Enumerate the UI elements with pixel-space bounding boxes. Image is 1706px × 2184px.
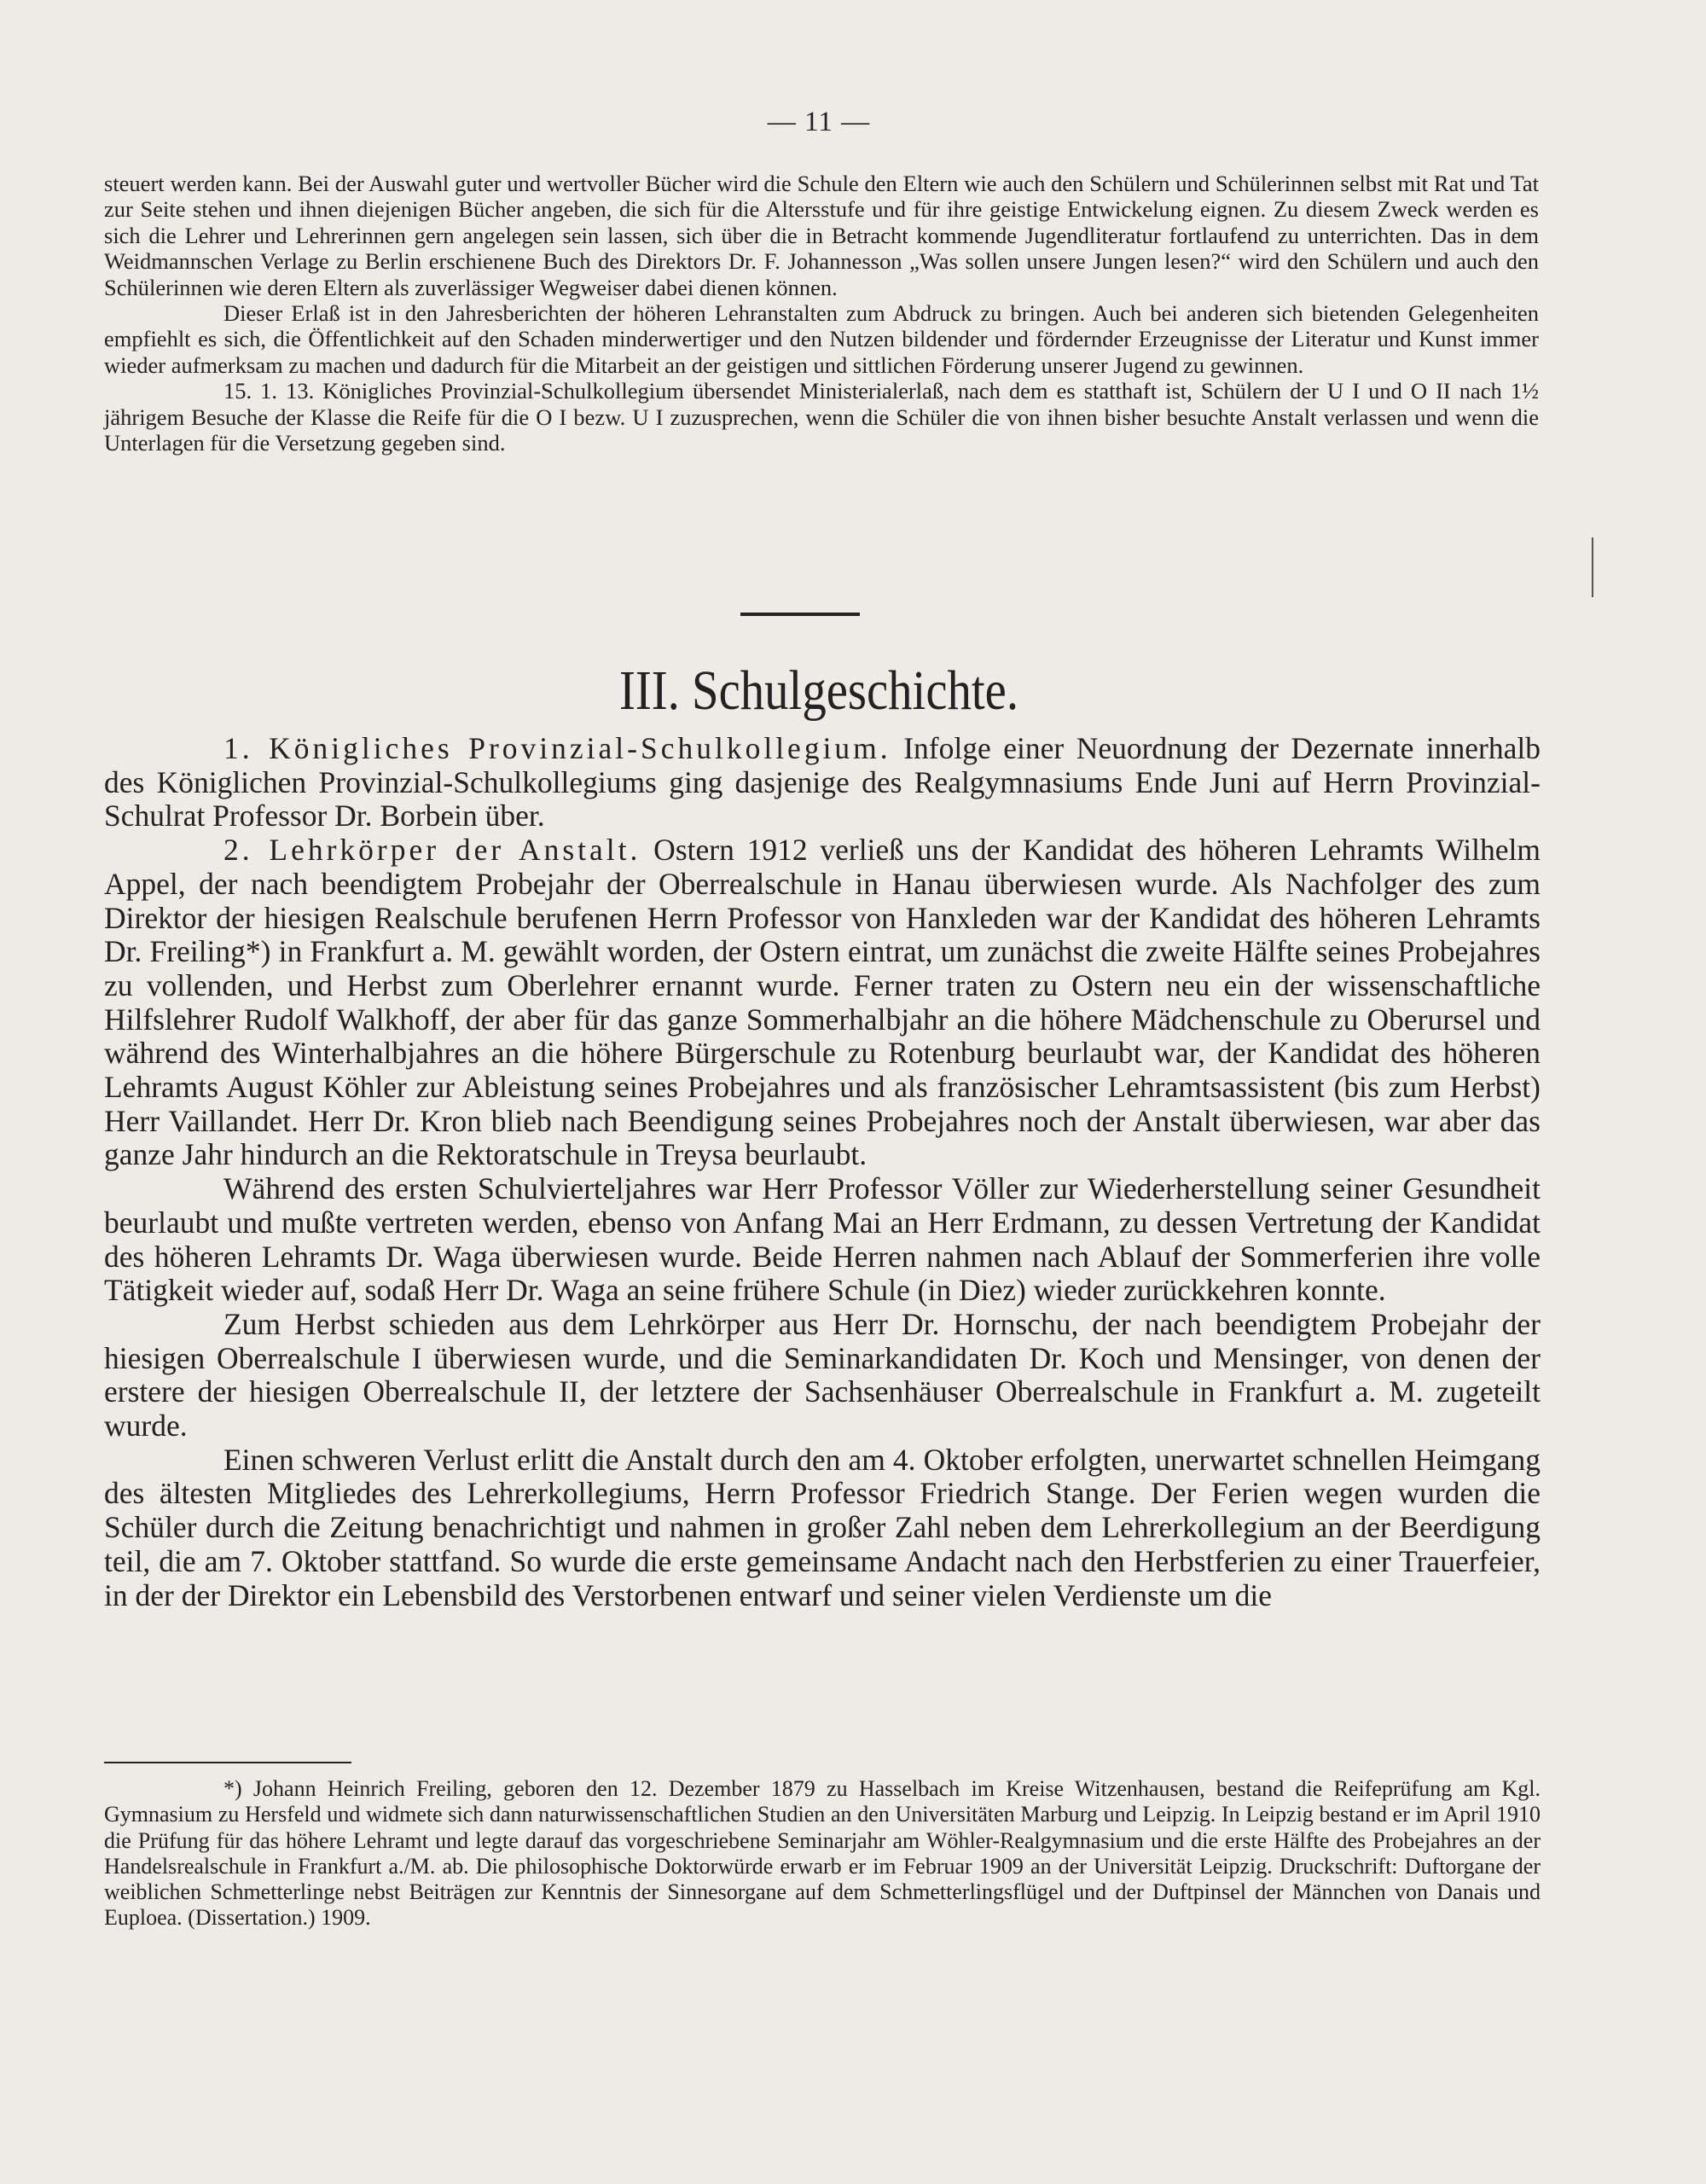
top-paragraph-2: Dieser Erlaß ist in den Jahresberichten der höheren Lehranstalten zum Abdruck zu bringen. Auch bei anderen sich bietenden Gelegenheiten empfiehlt es sich, die Öffentlichkeit auf den Schaden minderwertiger und den Nutzen bildender und fördernder Erzeugnisse der Literatur und Kunst immer wieder aufmerksam zu machen und dadurch für die Mitarbeit an der geistigen und sittlichen Förderung unserer Jugend zu gewinnen. bbox=[104, 300, 1539, 378]
footnote-text: *) Johann Heinrich Freiling, geboren den 12. Dezember 1879 zu Hasselbach im Kreise Witzenhausen, bestand die Reifeprüfung am Kgl. Gymnasium zu Hersfeld und widmete sich dann naturwissenschaftlichen Studien an den Universitäten Marburg und Leipzig. In Leipzig bestand er im April 1910 die Prüfung für das höhere Lehramt und legte darauf das vorgeschriebene Seminarjahr am Wöhler-Realgymnasium und die erste Hälfte des Probejahres an der Handelsrealschule in Frankfurt a./M. ab. Die philosophische Doktorwürde erwarb er im Februar 1909 an der Universität Leipzig. Druckschrift: Duftorgane der weiblichen Schmetterlinge nebst Beiträgen zur Kenntnis der Sinnesorgane auf dem Schmetterlingsflügel und der Duftpinsel der Männchen von Danais und Euploea. (Dissertation.) 1909. bbox=[104, 1776, 1541, 1931]
main-paragraph-4: Zum Herbst schieden aus dem Lehrkörper aus Herr Dr. Hornschu, der nach beendigtem Probejahr der hiesigen Oberrealschule I überwiesen wurde, und die Seminarkandidaten Dr. Koch und Mensinger, von denen der erstere der hiesigen Oberrealschule II, der letztere der Sachsenhäuser Oberrealschule in Frankfurt a. M. zugeteilt wurde. bbox=[104, 1306, 1541, 1443]
main-paragraph-2 bbox=[104, 834, 1541, 1172]
section-heading: III. Schulgeschichte. bbox=[618, 659, 1019, 722]
subsection-text-2: Ostern 1912 verließ uns der Kandidat des höheren Lehramts Wilhelm Appel, der nach beendigtem Probejahr der Oberrealschule in Hanau überwiesen wurde. Als Nachfolger des zum Direktor der hiesigen Realschule berufenen Herrn Professor von Hanxleden war der Kandidat des höheren Lehramts Dr. Freiling*) in Frankfurt a. M. gewählt worden, der Ostern eintrat, um zunächst die zweite Hälfte seines Probejahres zu vollenden, und Herbst zum Oberlehrer ernannt wurde. Ferner traten zu Ostern neu ein der wissenschaftliche Hilfslehrer Rudolf Walkhoff, der aber für das ganze Sommerhalbjahr an die höhere Mädchenschule zu Oberursel und während des Winterhalbjahres an die höhere Bürgerschule zu Rotenburg beurlaubt war, der Kandidat des höheren Lehramts August Köhler zur Ableistung seines Probejahres und als französischer Lehramtsassistent (bis zum Herbst) Herr Vaillandet. Herr Dr. Kron blieb nach Beendigung seines Probejahres noch der Anstalt überwiesen, war aber das ganze Jahr hindurch an die Rektoratschule in Treysa beurlaubt. bbox=[104, 833, 1541, 1172]
subsection-label-1: 1. Königliches Provinzial-Schulkollegium. bbox=[223, 731, 891, 765]
top-paragraph-3: 15. 1. 13. Königliches Provinzial-Schulkollegium übersendet Ministerialerlaß, nach dem es statthaft ist, Schülern der U I und O II nach 1½ jährigem Besuche der Klasse die Reife für die O I bezw. U I zuzusprechen, wenn die Schüler die von ihnen bisher besuchte Anstalt verlassen und wenn die Unterlagen für die Versetzung gegeben sind. bbox=[104, 378, 1539, 456]
page-number: — 11 — bbox=[767, 107, 871, 137]
footnote-rule bbox=[104, 1762, 351, 1763]
footnote bbox=[104, 1776, 1541, 1931]
margin-mark bbox=[1592, 537, 1593, 597]
subsection-text-1: Infolge einer Neuordnung der Dezernate innerhalb des Königlichen Provinzial-Schulkollegiums ging dasjenige des Realgymnasiums Ende Juni auf Herrn Provinzial-Schulrat Professor Dr. Borbein über. bbox=[104, 731, 1541, 834]
main-paragraph-1 bbox=[104, 732, 1541, 834]
top-section bbox=[104, 171, 1539, 456]
main-paragraph-3: Während des ersten Schulvierteljahres war Herr Professor Völler zur Wiederherstellung seiner Gesundheit beurlaubt und mußte vertreten werden, ebenso von Anfang Mai an Herr Erdmann, zu dessen Vertretung der Kandidat des höheren Lehramts Dr. Waga überwiesen wurde. Beide Herren nahmen nach Ablauf der Sommerferien ihre volle Tätigkeit wieder auf, sodaß Herr Dr. Waga an seine frühere Schule (in Diez) wieder zurückkehren konnte. bbox=[104, 1171, 1541, 1308]
top-paragraph-1: steuert werden kann. Bei der Auswahl guter und wertvoller Bücher wird die Schule den Eltern wie auch den Schülern und Schülerinnen selbst mit Rat und Tat zur Seite stehen und ihnen diejenigen Bücher angeben, die sich für die Altersstufe und für ihre geistige Entwickelung eignen. Zu diesem Zweck werden es sich die Lehrer und Lehrerinnen gern angelegen sein lassen, sich über die in Betracht kommende Jugendliteratur fortlaufend zu unterrichten. Das in dem Weidmannschen Verlage zu Berlin erschienene Buch des Direktors Dr. F. Johannesson „Was sollen unsere Jungen lesen?“ wird den Schülern und auch den Schülerinnen wie deren Eltern als zuverlässiger Wegweiser dabei dienen können. bbox=[104, 171, 1539, 300]
section-divider bbox=[740, 613, 860, 616]
subsection-label-2: 2. Lehrkörper der Anstalt. bbox=[223, 833, 641, 868]
main-paragraph-5: Einen schweren Verlust erlitt die Anstalt durch den am 4. Oktober erfolgten, unerwartet schnellen Heimgang des ältesten Mitgliedes des Lehrerkollegiums, Herrn Professor Friedrich Stange. Der Ferien wegen wurden die Schüler durch die Zeitung benachrichtigt und nahmen in großer Zahl neben dem Lehrerkollegium an der Beerdigung teil, die am 7. Oktober stattfand. So wurde die erste gemeinsame Andacht nach den Herbstferien zu einer Trauerfeier, in der der Direktor ein Lebensbild des Verstorbenen entwarf und seiner vielen Verdienste um die bbox=[104, 1442, 1541, 1612]
main-section bbox=[104, 732, 1541, 1612]
